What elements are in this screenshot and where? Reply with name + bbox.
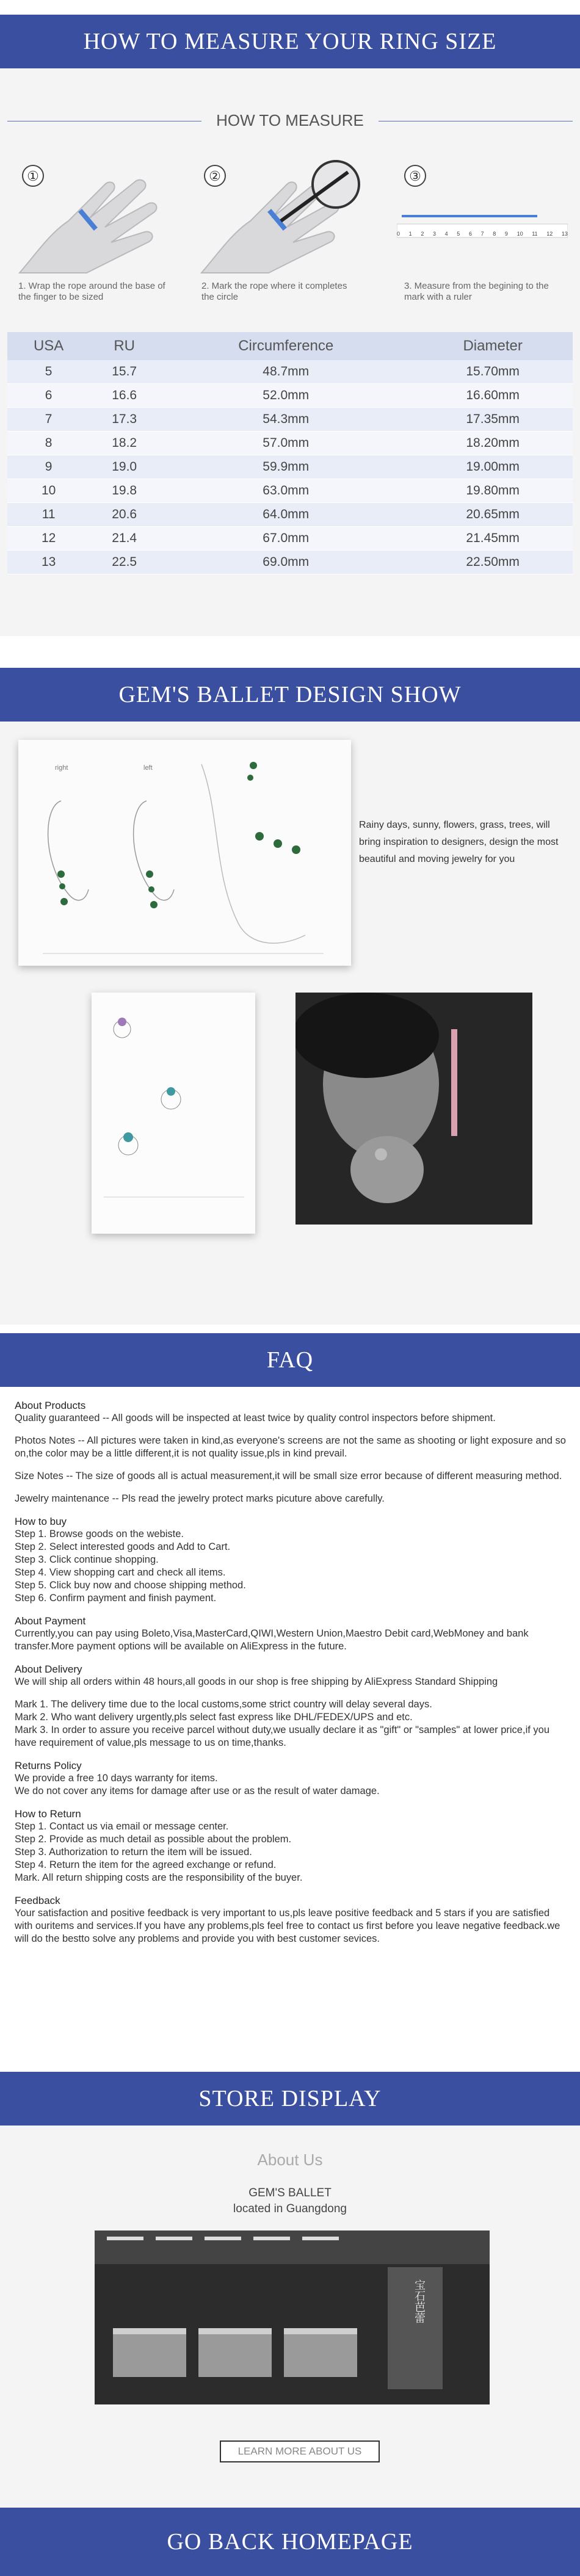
faq-line: Step 4. Return the item for the agreed exchange or refund.: [15, 1859, 277, 1870]
go-back-homepage-label: GO BACK HOMEPAGE: [167, 2529, 413, 2555]
col-ru: RU: [90, 332, 159, 360]
store-photo: [95, 2230, 490, 2404]
table-cell: 67.0mm: [159, 527, 413, 551]
table-cell: 10: [7, 479, 90, 503]
ruler-tick: 0: [397, 231, 401, 237]
faq-line: We do not cover any items for damage after use or as the result of water damage.: [15, 1785, 380, 1796]
faq-section-title: How to Return: [15, 1808, 81, 1820]
step2-caption: 2. Mark the rope where it completes the circle: [201, 281, 347, 302]
faq-line: Currently,you can pay using Boleto,Visa,MasterCard,QIWI,Western Union,Maestro Debit card,WebMoney and bank transfer.More payment options will be available on AliExpress in the future.: [15, 1628, 529, 1652]
faq-section-title: Returns Policy: [15, 1760, 82, 1771]
faq-content: [15, 1399, 568, 1955]
table-cell: 64.0mm: [159, 503, 413, 527]
table-cell: 11: [7, 503, 90, 527]
col-usa: USA: [7, 332, 90, 360]
table-cell: 15.7: [90, 360, 159, 384]
faq-section-title: How to buy: [15, 1516, 67, 1527]
table-cell: 20.65mm: [413, 503, 573, 527]
table-row: [7, 455, 573, 479]
faq-line: Size Notes -- The size of goods all is actual measurement,it will be small size error because of different measuring method.: [15, 1471, 562, 1482]
table-row: [7, 432, 573, 455]
table-row: [7, 408, 573, 432]
earring-sketch-image: [18, 740, 351, 966]
table-cell: 63.0mm: [159, 479, 413, 503]
faq-section: [15, 1492, 568, 1505]
col-circumference: Circumference: [159, 332, 413, 360]
table-cell: 6: [7, 384, 90, 408]
ring-size-table: [7, 332, 573, 574]
faq-section-title: About Products: [15, 1400, 86, 1411]
table-cell: 13: [7, 551, 90, 574]
table-cell: 57.0mm: [159, 432, 413, 455]
faq-line: Step 1. Contact us via email or message center.: [15, 1821, 229, 1832]
table-cell: 5: [7, 360, 90, 384]
faq-section: [15, 1759, 568, 1798]
table-cell: 9: [7, 455, 90, 479]
about-us-title: About Us: [257, 2151, 323, 2169]
ruler-tick: 6: [468, 231, 472, 237]
table-row: [7, 527, 573, 551]
faq-line: Jewelry maintenance -- Pls read the jewelry protect marks picuture above carefully.: [15, 1493, 385, 1504]
ring-sketch-image: [92, 993, 255, 1234]
ruler-tick: 11: [532, 231, 538, 237]
sketch-label-right: right: [55, 764, 68, 772]
faq-line: Step 2. Provide as much detail as possible about the problem.: [15, 1834, 292, 1845]
faq-section: [15, 1399, 568, 1425]
table-cell: 69.0mm: [159, 551, 413, 574]
faq-section: [15, 1807, 568, 1884]
table-cell: 22.5: [90, 551, 159, 574]
faq-line: Photos Notes -- All pictures were taken in kind,as everyone's screens are not the same as shooting or light exposure and so on,the color may be a little different,it is not quality issue,pls in kind prevail.: [15, 1435, 566, 1459]
faq-line: Mark 2. Who want delivery urgently,pls select fast express like DHL/FEDEX/UPS and etc.: [15, 1712, 413, 1723]
ruler-tick: 13: [561, 231, 568, 237]
go-back-homepage-button[interactable]: [0, 2508, 580, 2576]
faq-line: Mark 3. In order to assure you receive parcel without duty,we usually declare it as "gift" or "samples" at lower price,if you have requirement of value,pls message to us on time,thanks.: [15, 1724, 550, 1748]
ruler-tick: 8: [493, 231, 496, 237]
table-cell: 12: [7, 527, 90, 551]
table-cell: 15.70mm: [413, 360, 573, 384]
faq-line: Your satisfaction and positive feedback is very important to us,pls leave positive feedback and 5 stars if you are satisfied with ouritems and services.If you have any problems,pls feel free to contact us first before you leave negative feedback.we will do the bestto solve any problems and provide you with best customer sevices.: [15, 1908, 560, 1944]
table-cell: 54.3mm: [159, 408, 413, 432]
learn-more-button[interactable]: LEARN MORE ABOUT US: [220, 2440, 380, 2462]
table-cell: 19.0: [90, 455, 159, 479]
faq-line: Step 6. Confirm payment and finish payment.: [15, 1593, 217, 1604]
step1-caption: 1. Wrap the rope around the base of the finger to be sized: [18, 281, 165, 302]
table-cell: 21.45mm: [413, 527, 573, 551]
faq-banner-title: FAQ: [266, 1347, 314, 1373]
ruler-tick: 12: [546, 231, 553, 237]
step3-number: ③: [404, 165, 426, 187]
table-cell: 18.2: [90, 432, 159, 455]
ring-size-banner: [0, 15, 580, 68]
col-diameter: Diameter: [413, 332, 573, 360]
ruler-tick: 1: [408, 231, 412, 237]
faq-section-title: About Payment: [15, 1615, 86, 1627]
sketch-label-left: left: [143, 764, 153, 772]
faq-line: We will ship all orders within 48 hours,all goods in our shop is free shipping by AliExpress Standard Shipping: [15, 1676, 498, 1687]
design-show-banner: [0, 668, 580, 722]
faq-section-title: About Delivery: [15, 1663, 82, 1675]
faq-section: [15, 1663, 568, 1688]
table-cell: 17.3: [90, 408, 159, 432]
faq-line: We provide a free 10 days warranty for items.: [15, 1773, 218, 1784]
model-wearing-jewelry-image: [295, 993, 532, 1225]
table-cell: 8: [7, 432, 90, 455]
store-sign: 宝石芭蕾: [413, 2279, 426, 2323]
table-cell: 17.35mm: [413, 408, 573, 432]
ruler-tick: 9: [504, 231, 508, 237]
store-location: located in Guangdong: [233, 2202, 347, 2215]
ring-size-banner-title: HOW TO MEASURE YOUR RING SIZE: [83, 29, 497, 54]
table-header-row: [7, 332, 573, 360]
table-cell: 52.0mm: [159, 384, 413, 408]
sketch-card: [18, 740, 351, 966]
faq-line: Mark 1. The delivery time due to the local customs,some strict country will delay several days.: [15, 1699, 432, 1710]
table-cell: 19.80mm: [413, 479, 573, 503]
table-row: [7, 503, 573, 527]
table-cell: 59.9mm: [159, 455, 413, 479]
brand-name: GEM'S BALLET: [248, 2187, 332, 2199]
table-row: [7, 551, 573, 574]
faq-line: Step 1. Browse goods on the webiste.: [15, 1529, 184, 1539]
step2-number: ②: [204, 165, 226, 187]
step3-caption: 3. Measure from the begining to the mark with a ruler: [404, 281, 549, 302]
faq-line: Step 3. Authorization to return the item will be issued.: [15, 1847, 252, 1858]
table-cell: 19.00mm: [413, 455, 573, 479]
store-banner: [0, 2072, 580, 2126]
faq-section: [15, 1435, 568, 1460]
model-photo: [295, 993, 532, 1225]
ruler-tick: 7: [480, 231, 484, 237]
faq-section: [15, 1894, 568, 1945]
table-row: [7, 360, 573, 384]
design-description: Rainy days, sunny, flowers, grass, trees, will bring inspiration to designers, design the most beautiful and moving jewelry for you: [359, 820, 559, 864]
faq-line: Step 4. View shopping cart and check all items.: [15, 1567, 226, 1578]
table-cell: 7: [7, 408, 90, 432]
how-to-measure-title: HOW TO MEASURE: [216, 111, 364, 129]
faq-line: Mark. All return shipping costs are the responsibility of the buyer.: [15, 1872, 303, 1883]
ruler-tick: 2: [421, 231, 424, 237]
table-cell: 20.6: [90, 503, 159, 527]
step1-number: ①: [22, 165, 44, 187]
table-cell: 19.8: [90, 479, 159, 503]
ruler-tick: 4: [444, 231, 448, 237]
faq-line: Step 2. Select interested goods and Add to Cart.: [15, 1541, 231, 1552]
faq-section-title: Feedback: [15, 1895, 60, 1906]
table-cell: 48.7mm: [159, 360, 413, 384]
table-cell: 16.6: [90, 384, 159, 408]
storefront-image: [95, 2230, 490, 2404]
faq-line: Step 3. Click continue shopping.: [15, 1554, 159, 1565]
faq-line: Quality guaranteed -- All goods will be inspected at least twice by quality control inspectors before shipment.: [15, 1413, 496, 1424]
faq-line: Step 5. Click buy now and choose shipping method.: [15, 1580, 246, 1591]
table-row: [7, 384, 573, 408]
ruler-tick: 10: [517, 231, 523, 237]
ring-sketch-card: [92, 993, 255, 1234]
store-banner-title: STORE DISPLAY: [198, 2086, 382, 2111]
design-show-banner-title: GEM'S BALLET DESIGN SHOW: [118, 682, 462, 707]
ruler-ticks: [397, 231, 568, 237]
ruler-tick: 3: [432, 231, 436, 237]
table-cell: 18.20mm: [413, 432, 573, 455]
table-cell: 16.60mm: [413, 384, 573, 408]
table-cell: 21.4: [90, 527, 159, 551]
table-row: [7, 479, 573, 503]
faq-section: [15, 1515, 568, 1605]
faq-section: [15, 1470, 568, 1483]
ruler-tick: 5: [457, 231, 460, 237]
faq-section: [15, 1698, 568, 1749]
faq-banner: [0, 1333, 580, 1387]
faq-section: [15, 1615, 568, 1653]
table-cell: 22.50mm: [413, 551, 573, 574]
